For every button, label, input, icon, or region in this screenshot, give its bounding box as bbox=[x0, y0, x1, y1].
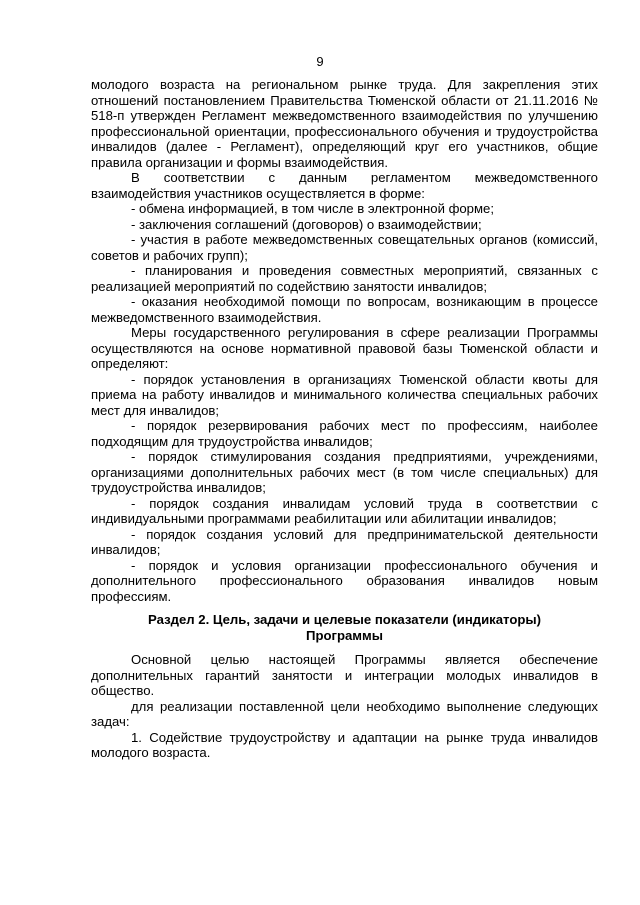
paragraph: В соответствии с данным регламентом межведомственного взаимодействия участников осуществляется в форме: bbox=[91, 170, 598, 201]
paragraph: - заключения соглашений (договоров) о взаимодействии; bbox=[131, 216, 482, 232]
paragraph: - порядок резервирования рабочих мест по профессиям, наиболее подходящим для трудоустройства инвалидов; bbox=[91, 418, 598, 449]
paragraph: - планирования и проведения совместных мероприятий, связанных с реализацией мероприятий по содействию занятости инвалидов; bbox=[91, 263, 598, 294]
paragraph: - участия в работе межведомственных совещательных органов (комиссий, советов и рабочих групп); bbox=[91, 232, 598, 263]
paragraph: - порядок и условия организации профессионального обучения и дополнительного профессионального образования инвалидов новым профессиям. bbox=[91, 557, 598, 604]
paragraph: - порядок создания условий для предпринимательской деятельности инвалидов; bbox=[91, 526, 598, 557]
page-number: 9 bbox=[316, 54, 324, 69]
section-heading-line-1: Раздел 2. Цель, задачи и целевые показатели (индикаторы) bbox=[148, 612, 541, 627]
document-body bbox=[91, 77, 598, 761]
section-heading-line-2: Программы bbox=[306, 628, 383, 643]
paragraphs-bottom bbox=[91, 652, 598, 761]
paragraph: 1. Содействие трудоустройству и адаптации на рынке труда инвалидов молодого возраста. bbox=[91, 729, 598, 760]
paragraph: - обмена информацией, в том числе в электронной форме; bbox=[131, 201, 494, 216]
section-heading bbox=[91, 612, 598, 644]
paragraph: - оказания необходимой помощи по вопросам, возникающим в процессе межведомственного взаимодействия. bbox=[91, 294, 598, 325]
paragraphs-top bbox=[91, 77, 598, 604]
paragraph: - порядок создания инвалидам условий труда в соответствии с индивидуальными программами реабилитации или абилитации инвалидов; bbox=[91, 495, 598, 526]
paragraph: - порядок стимулирования создания предприятиями, учреждениями, организациями дополнительных рабочих мест (в том числе специальных) для трудоустройства инвалидов; bbox=[91, 449, 598, 495]
paragraph: Меры государственного регулирования в сфере реализации Программы осуществляются на основе нормативной правовой базы Тюменской области и определяют: bbox=[91, 325, 598, 371]
paragraph: - порядок установления в организациях Тюменской области квоты для приема на работу инвалидов и минимального количества специальных рабочих мест для инвалидов; bbox=[91, 371, 598, 418]
paragraph: Основной целью настоящей Программы является обеспечение дополнительных гарантий занятости и интеграции молодых инвалидов в общество. bbox=[91, 652, 598, 698]
paragraph: для реализации поставленной цели необходимо выполнение следующих задач: bbox=[91, 698, 598, 729]
paragraph: молодого возраста на региональном рынке труда. Для закрепления этих отношений постановлением Правительства Тюменской области от 21.11.2016 № 518-п утвержден Регламент межведомственного взаимодействия по улучшению профессиональной ориентации, профессионального обучения и трудоустройства инвалидов (далее - Регламент), определяющий круг его участников, общие правила организации и формы взаимодействия. bbox=[91, 77, 598, 170]
